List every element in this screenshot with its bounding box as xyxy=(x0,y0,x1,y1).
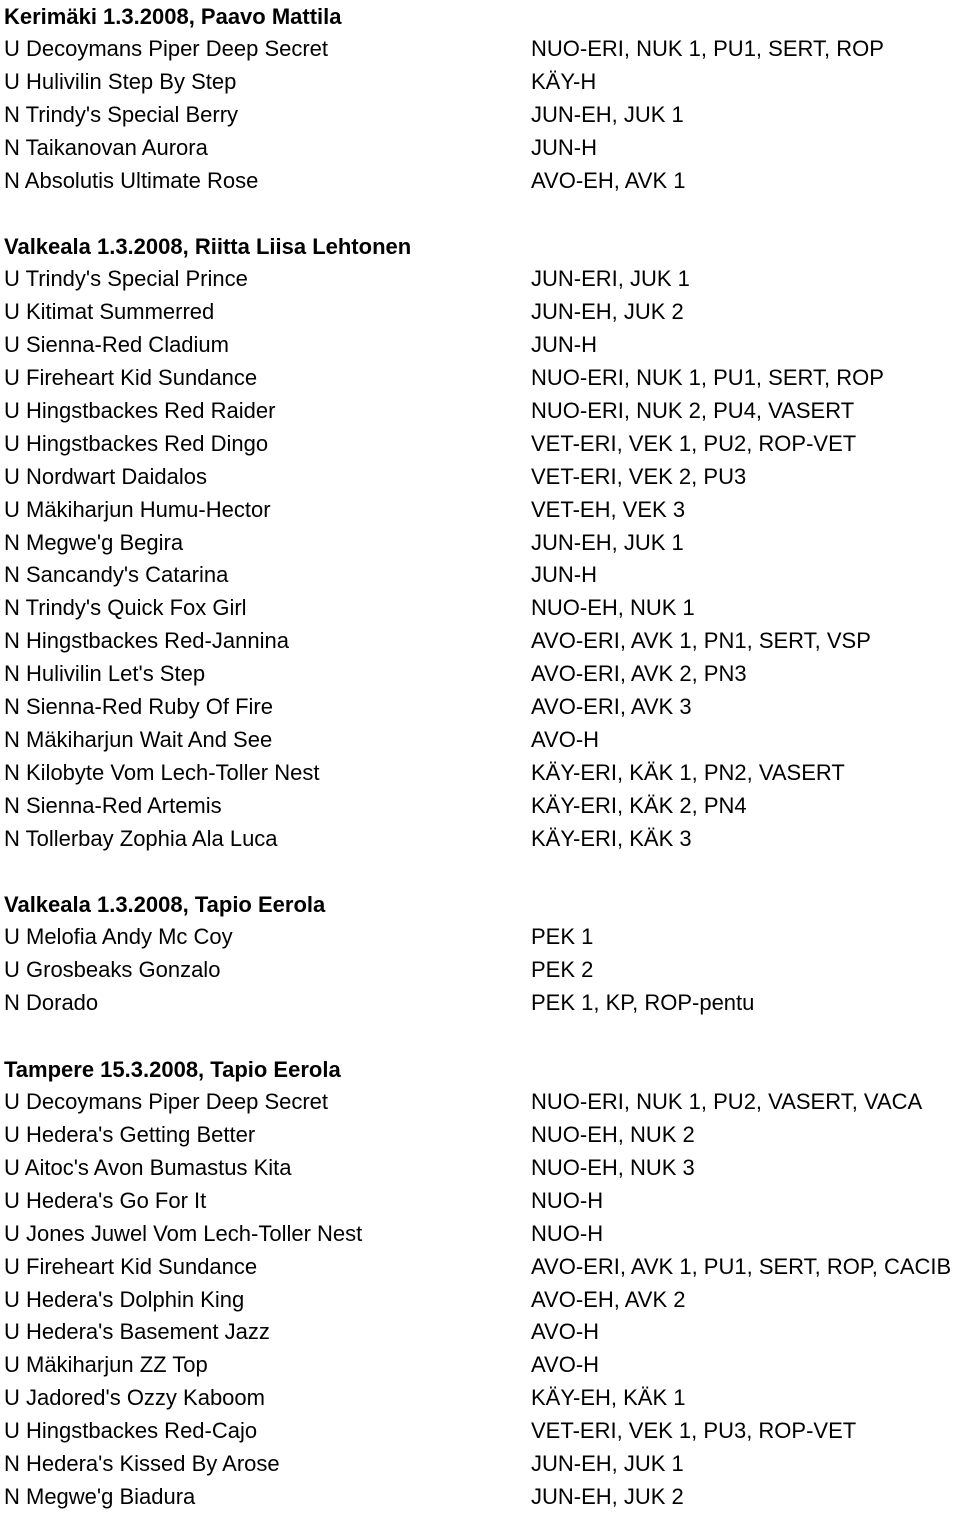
dog-result: KÄY-H xyxy=(531,68,597,94)
dog-name: N Dorado xyxy=(4,990,99,1016)
dog-result: PEK 1, KP, ROP-pentu xyxy=(531,990,755,1016)
result-row xyxy=(0,658,960,691)
result-row xyxy=(0,1448,960,1481)
dog-result: KÄY-ERI, KÄK 2, PN4 xyxy=(531,792,747,818)
result-row xyxy=(0,99,960,132)
dog-name: U Sienna-Red Cladium xyxy=(4,332,229,358)
dog-result: JUN-EH, JUK 2 xyxy=(531,1483,684,1509)
dog-name: U Grosbeaks Gonzalo xyxy=(4,957,221,983)
result-row xyxy=(0,559,960,592)
dog-result: PEK 2 xyxy=(531,957,594,983)
dog-result: VET-ERI, VEK 2, PU3 xyxy=(531,463,747,489)
dog-result: NUO-ERI, NUK 2, PU4, VASERT xyxy=(531,398,855,424)
show-heading: Valkeala 1.3.2008, Tapio Eerola xyxy=(4,892,326,918)
dog-name: N Sancandy's Catarina xyxy=(4,562,229,588)
result-row xyxy=(0,527,960,560)
show-section xyxy=(0,0,960,197)
result-row xyxy=(0,1218,960,1251)
dog-name: U Melofia Andy Mc Coy xyxy=(4,924,233,950)
dog-result: JUN-EH, JUK 2 xyxy=(531,299,684,325)
show-section xyxy=(0,888,960,1020)
result-row xyxy=(0,461,960,494)
result-row xyxy=(0,1316,960,1349)
dog-result: AVO-EH, AVK 2 xyxy=(531,1286,686,1312)
dog-result: NUO-ERI, NUK 1, PU2, VASERT, VACA xyxy=(531,1089,923,1115)
dog-result: PEK 1 xyxy=(531,924,594,950)
result-row xyxy=(0,921,960,954)
result-row xyxy=(0,1481,960,1514)
result-row xyxy=(0,362,960,395)
dog-name: U Hingstbackes Red Dingo xyxy=(4,430,269,456)
dog-result: JUN-EH, JUK 1 xyxy=(531,1450,684,1476)
dog-name: U Mäkiharjun ZZ Top xyxy=(4,1352,208,1378)
dog-result: JUN-ERI, JUK 1 xyxy=(531,266,690,292)
dog-name: N Trindy's Special Berry xyxy=(4,101,239,127)
result-row xyxy=(0,823,960,856)
dog-name: U Trindy's Special Prince xyxy=(4,266,248,292)
dog-result: NUO-ERI, NUK 1, PU1, SERT, ROP xyxy=(531,36,884,61)
dog-result: VET-ERI, VEK 1, PU2, ROP-VET xyxy=(531,430,857,456)
dog-name: U Decoymans Piper Deep Secret xyxy=(4,36,329,61)
dog-name: N Mäkiharjun Wait And See xyxy=(4,726,273,752)
dog-result: KÄY-EH, KÄK 1 xyxy=(531,1385,686,1411)
show-section xyxy=(0,1053,960,1514)
dog-name: N Hingstbackes Red-Jannina xyxy=(4,628,289,654)
dog-name: U Hedera's Getting Better xyxy=(4,1122,256,1148)
dog-name: U Hedera's Go For It xyxy=(4,1187,207,1213)
result-row xyxy=(0,757,960,790)
result-row xyxy=(0,329,960,362)
result-row xyxy=(0,66,960,99)
result-row xyxy=(0,428,960,461)
result-row xyxy=(0,724,960,757)
dog-name: U Hedera's Basement Jazz xyxy=(4,1319,270,1345)
result-row xyxy=(0,263,960,296)
dog-result: AVO-ERI, AVK 2, PN3 xyxy=(531,661,747,687)
dog-name: N Megwe'g Biadura xyxy=(4,1483,196,1509)
dog-result: NUO-EH, NUK 3 xyxy=(531,1154,695,1180)
dog-name: N Sienna-Red Ruby Of Fire xyxy=(4,694,273,720)
dog-name: N Absolutis Ultimate Rose xyxy=(4,167,259,193)
section-spacer xyxy=(0,1020,960,1053)
dog-name: N Hedera's Kissed By Arose xyxy=(4,1450,280,1476)
dog-result: NUO-EH, NUK 2 xyxy=(531,1122,695,1148)
dog-name: U Decoymans Piper Deep Secret xyxy=(4,1089,329,1115)
dog-name: N Sienna-Red Artemis xyxy=(4,792,222,818)
dog-name: U Hingstbackes Red Raider xyxy=(4,398,276,424)
result-row xyxy=(0,1251,960,1284)
result-row xyxy=(0,954,960,987)
result-row xyxy=(0,1119,960,1152)
result-row xyxy=(0,691,960,724)
result-row xyxy=(0,494,960,527)
dog-name: U Aitoc's Avon Bumastus Kita xyxy=(4,1154,292,1180)
result-row xyxy=(0,592,960,625)
dog-name: U Hingstbackes Red-Cajo xyxy=(4,1418,258,1444)
dog-name: U Mäkiharjun Humu-Hector xyxy=(4,496,271,522)
dog-name: U Hulivilin Step By Step xyxy=(4,68,237,94)
result-row xyxy=(0,1086,960,1119)
dog-result: JUN-H xyxy=(531,134,597,160)
result-row xyxy=(0,33,960,66)
show-section xyxy=(0,230,960,855)
dog-result: VET-ERI, VEK 1, PU3, ROP-VET xyxy=(531,1418,857,1444)
dog-result: AVO-H xyxy=(531,1319,600,1345)
dog-result: JUN-EH, JUK 1 xyxy=(531,529,684,555)
show-heading: Kerimäki 1.3.2008, Paavo Mattila xyxy=(4,4,342,29)
dog-result: JUN-H xyxy=(531,562,597,588)
dog-result: NUO-ERI, NUK 1, PU1, SERT, ROP xyxy=(531,365,884,391)
result-row xyxy=(0,1349,960,1382)
show-heading: Valkeala 1.3.2008, Riitta Liisa Lehtonen xyxy=(4,234,412,260)
result-row xyxy=(0,1185,960,1218)
dog-result: NUO-EH, NUK 1 xyxy=(531,595,695,621)
section-spacer xyxy=(0,855,960,888)
section-spacer xyxy=(0,197,960,230)
dog-name: U Fireheart Kid Sundance xyxy=(4,365,258,391)
result-row xyxy=(0,132,960,165)
dog-result: NUO-H xyxy=(531,1187,604,1213)
dog-name: U Jones Juwel Vom Lech-Toller Nest xyxy=(4,1220,363,1246)
dog-result: AVO-ERI, AVK 1, PN1, SERT, VSP xyxy=(531,628,871,654)
dog-result: JUN-EH, JUK 1 xyxy=(531,101,684,127)
dog-result: AVO-EH, AVK 1 xyxy=(531,167,686,193)
dog-name: U Nordwart Daidalos xyxy=(4,463,207,489)
dog-result: VET-EH, VEK 3 xyxy=(531,496,686,522)
result-row xyxy=(0,625,960,658)
result-row xyxy=(0,790,960,823)
dog-name: U Kitimat Summerred xyxy=(4,299,215,325)
dog-result: AVO-ERI, AVK 1, PU1, SERT, ROP, CACIB xyxy=(531,1253,952,1279)
result-row xyxy=(0,1152,960,1185)
show-heading: Tampere 15.3.2008, Tapio Eerola xyxy=(4,1057,341,1083)
dog-result: AVO-H xyxy=(531,1352,600,1378)
result-row xyxy=(0,1284,960,1317)
result-row xyxy=(0,395,960,428)
dog-result: AVO-H xyxy=(531,726,600,752)
dog-name: U Fireheart Kid Sundance xyxy=(4,1253,258,1279)
dog-name: N Trindy's Quick Fox Girl xyxy=(4,595,247,621)
dog-name: N Megwe'g Begira xyxy=(4,529,184,555)
dog-result: KÄY-ERI, KÄK 1, PN2, VASERT xyxy=(531,759,845,785)
dog-result: NUO-H xyxy=(531,1220,604,1246)
dog-result: AVO-ERI, AVK 3 xyxy=(531,694,692,720)
dog-name: N Tollerbay Zophia Ala Luca xyxy=(4,825,278,851)
dog-name: N Taikanovan Aurora xyxy=(4,134,208,160)
result-row xyxy=(0,987,960,1020)
dog-name: N Hulivilin Let's Step xyxy=(4,661,206,687)
dog-result: KÄY-ERI, KÄK 3 xyxy=(531,825,692,851)
dog-name: U Jadored's Ozzy Kaboom xyxy=(4,1385,265,1411)
result-row xyxy=(0,1415,960,1448)
result-row xyxy=(0,1382,960,1415)
dog-name: N Kilobyte Vom Lech-Toller Nest xyxy=(4,759,320,785)
dog-result: JUN-H xyxy=(531,332,597,358)
result-row xyxy=(0,296,960,329)
result-row xyxy=(0,165,960,198)
dog-name: U Hedera's Dolphin King xyxy=(4,1286,245,1312)
